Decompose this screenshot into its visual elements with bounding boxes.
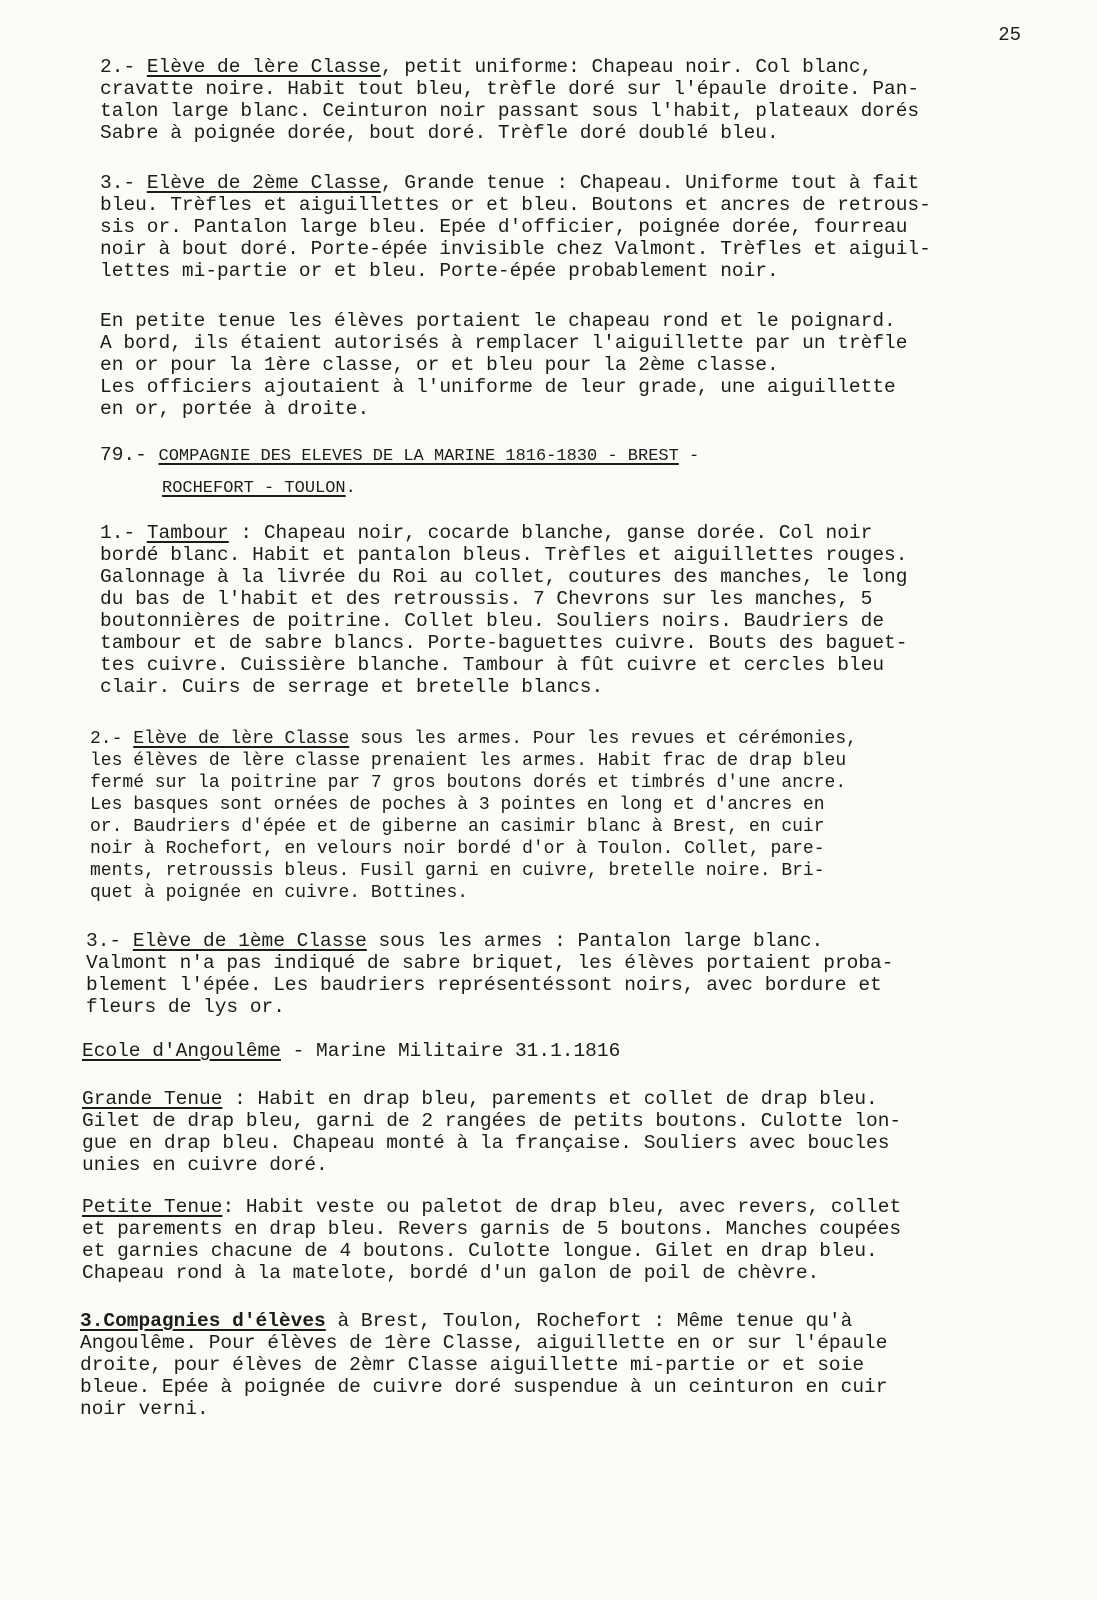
item-number: 3.- bbox=[86, 930, 133, 952]
text-line: fermé sur la poitrine par 7 gros boutons dorés et timbrés d'une ancre. bbox=[90, 773, 847, 793]
text-line: du bas de l'habit et des retroussis. 7 Chevrons sur les manches, 5 bbox=[100, 588, 873, 610]
text-line: unies en cuivre doré. bbox=[82, 1154, 328, 1176]
text-line: Sabre à poignée dorée, bout doré. Trèfle doré doublé bleu. bbox=[100, 122, 779, 144]
text-line: Angoulême. Pour élèves de 1ère Classe, aiguillette en or sur l'épaule bbox=[80, 1332, 888, 1354]
text-line: talon large blanc. Ceinturon noir passant sous l'habit, plateaux dorés bbox=[100, 100, 920, 122]
text-line: lettes mi-partie or et bleu. Porte-épée probablement noir. bbox=[100, 260, 779, 282]
paragraph-grande-tenue bbox=[82, 1088, 1042, 1176]
paragraph-first-line bbox=[100, 172, 1060, 194]
item-number: 3.- bbox=[100, 172, 147, 194]
text-line: quet à poignée en cuivre. Bottines. bbox=[90, 883, 469, 903]
item-title: Elève de 2ème Classe bbox=[146, 172, 381, 194]
text-line: les élèves de lère classe prenaient les armes. Habit frac de drap bleu bbox=[90, 751, 847, 771]
section-title: COMPAGNIE DES ELEVES DE LA MARINE 1816-1830 - BREST bbox=[158, 447, 679, 466]
item-title: Grande Tenue bbox=[82, 1088, 223, 1110]
paragraph-petite-tenue-angouleme bbox=[82, 1196, 1042, 1284]
paragraph-petite-tenue bbox=[100, 310, 1060, 420]
text-line: En petite tenue les élèves portaient le chapeau rond et le poignard. bbox=[100, 310, 896, 332]
text-line: bleu. Trèfles et aiguillettes or et bleu. Boutons et ancres de retrous- bbox=[100, 194, 931, 216]
text-line: Chapeau rond à la matelote, bordé d'un galon de poil de chèvre. bbox=[82, 1262, 820, 1284]
paragraph-eleve-1ere-classe-sous-les-armes bbox=[90, 728, 1050, 904]
item-number: 1.- bbox=[100, 522, 147, 544]
text-line: noir verni. bbox=[80, 1398, 209, 1420]
line-text: - Marine Militaire 31.1.1816 bbox=[280, 1040, 621, 1062]
text-line: et garnies chacune de 4 boutons. Culotte longue. Gilet en drap bleu. bbox=[82, 1240, 878, 1262]
paragraph-ecole-angouleme bbox=[82, 1040, 1042, 1062]
text-line: Valmont n'a pas indiqué de sabre briquet, les élèves portaient proba- bbox=[86, 952, 894, 974]
text-line: tambour et de sabre blancs. Porte-baguettes cuivre. Bouts des baguet- bbox=[100, 632, 908, 654]
line-text: : Habit veste ou paletot de drap bleu, avec revers, collet bbox=[222, 1196, 902, 1218]
section-title-tail: - bbox=[678, 447, 700, 466]
item-title: Tambour bbox=[146, 522, 229, 544]
item-number: 2.- bbox=[100, 56, 147, 78]
section-title-continued: ROCHEFORT - TOULON bbox=[162, 479, 346, 498]
text-line: bleue. Epée à poignée de cuivre doré suspendue à un ceinturon en cuir bbox=[80, 1376, 888, 1398]
item-number: 2.- bbox=[90, 729, 134, 749]
paragraph-first-line bbox=[90, 728, 1050, 750]
text-line: Gilet de drap bleu, garni de 2 rangées de petits boutons. Culotte lon- bbox=[82, 1110, 902, 1132]
text-line: fleurs de lys or. bbox=[86, 996, 285, 1018]
text-line: et parements en drap bleu. Revers garnis de 5 boutons. Manches coupées bbox=[82, 1218, 902, 1240]
paragraph-compagnies-eleves bbox=[80, 1310, 1040, 1420]
page-number: 25 bbox=[998, 24, 1021, 46]
paragraph-eleve-1eme-classe-sous-les-armes bbox=[86, 930, 1046, 1018]
text-line: ments, retroussis bleus. Fusil garni en cuivre, bretelle noire. Bri- bbox=[90, 861, 825, 881]
text-line: Les officiers ajoutaient à l'uniforme de leur grade, une aiguillette bbox=[100, 376, 896, 398]
text-line: en or pour la 1ère classe, or et bleu pour la 2ème classe. bbox=[100, 354, 779, 376]
paragraph-first-line bbox=[82, 1040, 1042, 1062]
text-line: Les basques sont ornées de poches à 3 pointes en long et d'ancres en bbox=[90, 795, 825, 815]
item-title: Petite Tenue bbox=[82, 1196, 223, 1218]
paragraph-first-line bbox=[100, 56, 1060, 78]
item-title: 3.Compagnies d'élèves bbox=[80, 1310, 326, 1332]
text-line: A bord, ils étaient autorisés à remplacer l'aiguillette par un trèfle bbox=[100, 332, 908, 354]
section-heading-line-2 bbox=[100, 478, 1060, 500]
item-title: Elève de lère Classe bbox=[146, 56, 381, 78]
paragraph-eleve-2eme-classe-grande-tenue bbox=[100, 172, 1060, 282]
line-text: , petit uniforme: Chapeau noir. Col blanc, bbox=[380, 56, 873, 78]
text-line: sis or. Pantalon large bleu. Epée d'officier, poignée dorée, fourreau bbox=[100, 216, 908, 238]
line-text: à Brest, Toulon, Rochefort : Même tenue qu'à bbox=[325, 1310, 853, 1332]
section-heading-79 bbox=[100, 444, 1060, 500]
line-text: , Grande tenue : Chapeau. Uniforme tout à fait bbox=[380, 172, 920, 194]
text-line: noir à bout doré. Porte-épée invisible chez Valmont. Trèfles et aiguil- bbox=[100, 238, 931, 260]
paragraph-first-line bbox=[100, 522, 1060, 544]
paragraph-first-line bbox=[86, 930, 1046, 952]
text-line: boutonnières de poitrine. Collet bleu. Souliers noirs. Baudriers de bbox=[100, 610, 885, 632]
text-line: noir à Rochefort, en velours noir bordé d'or à Toulon. Collet, pare- bbox=[90, 839, 825, 859]
section-title-tail: . bbox=[345, 479, 356, 498]
text-line: en or, portée à droite. bbox=[100, 398, 370, 420]
text-line: or. Baudriers d'épée et de giberne an casimir blanc à Brest, en cuir bbox=[90, 817, 825, 837]
section-heading-line-1 bbox=[100, 444, 1060, 468]
text-line: bordé blanc. Habit et pantalon bleus. Trèfles et aiguillettes rouges. bbox=[100, 544, 908, 566]
line-text: : Chapeau noir, cocarde blanche, ganse dorée. Col noir bbox=[228, 522, 873, 544]
item-title: Elève de 1ème Classe bbox=[132, 930, 367, 952]
text-line: clair. Cuirs de serrage et bretelle blancs. bbox=[100, 676, 604, 698]
line-text: sous les armes : Pantalon large blanc. bbox=[366, 930, 824, 952]
section-number: 79.- bbox=[100, 444, 159, 466]
item-title: Ecole d'Angoulême bbox=[82, 1040, 281, 1062]
paragraph-first-line bbox=[82, 1196, 1042, 1218]
paragraph-first-line bbox=[80, 1310, 1040, 1332]
text-line: gue en drap bleu. Chapeau monté à la française. Souliers avec boucles bbox=[82, 1132, 890, 1154]
line-text: : Habit en drap bleu, parements et collet de drap bleu. bbox=[222, 1088, 878, 1110]
line-text: sous les armes. Pour les revues et cérémonies, bbox=[349, 729, 857, 749]
paragraph-eleve-1ere-classe-petit-uniforme bbox=[100, 56, 1060, 144]
paragraph-first-line bbox=[82, 1088, 1042, 1110]
text-line: Galonnage à la livrée du Roi au collet, coutures des manches, le long bbox=[100, 566, 908, 588]
text-line: cravatte noire. Habit tout bleu, trèfle doré sur l'épaule droite. Pan- bbox=[100, 78, 920, 100]
text-line: tes cuivre. Cuissière blanche. Tambour à fût cuivre et cercles bleu bbox=[100, 654, 885, 676]
text-line: blement l'épée. Les baudriers représentéssont noirs, avec bordure et bbox=[86, 974, 882, 996]
text-line: droite, pour élèves de 2èmr Classe aiguillette mi-partie or et soie bbox=[80, 1354, 865, 1376]
paragraph-tambour bbox=[100, 522, 1060, 698]
item-title: Elève de lère Classe bbox=[133, 729, 350, 749]
